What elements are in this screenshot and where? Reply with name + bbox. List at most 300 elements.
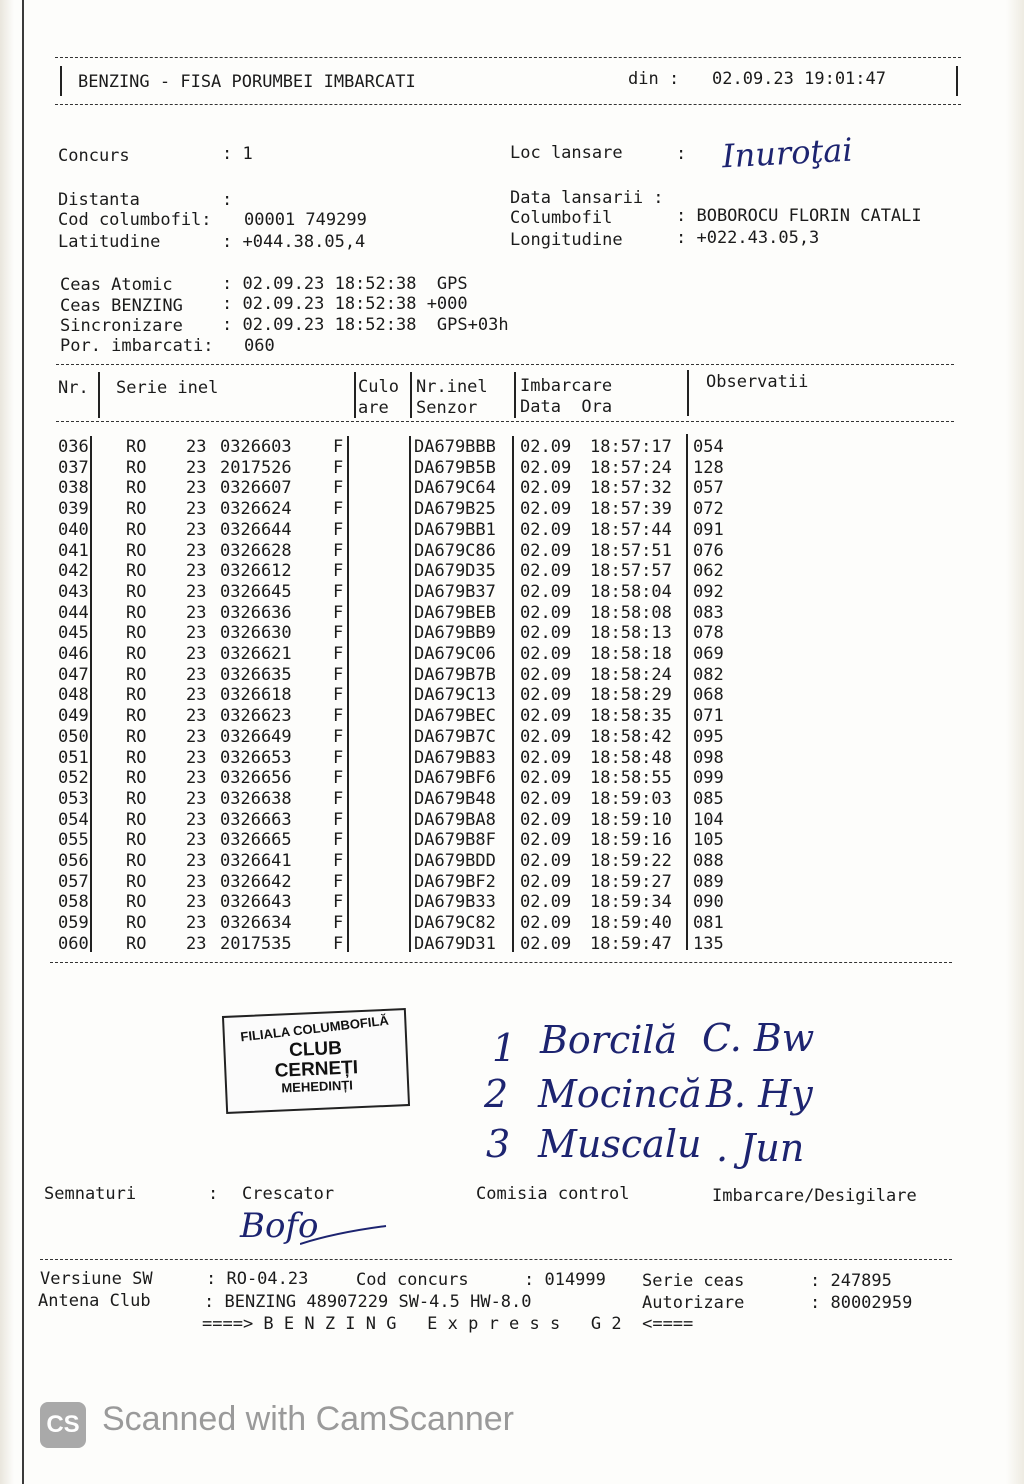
cell-yr: 23 bbox=[186, 685, 207, 706]
cell-ring: 0326634 bbox=[220, 913, 292, 934]
semnaturi-sep: : bbox=[208, 1184, 219, 1204]
imbarcare-desigilare-label: Imbarcare/Desigilare bbox=[712, 1186, 917, 1206]
cell-nr: 045 bbox=[58, 623, 89, 644]
cell-senzor: DA679BA8 bbox=[414, 809, 496, 830]
cell-sex: F bbox=[333, 809, 344, 830]
cell-date: 02.09 bbox=[520, 540, 572, 561]
cell-date: 02.09 bbox=[520, 726, 572, 747]
cell-ctry: RO bbox=[126, 830, 147, 851]
table-row bbox=[0, 789, 1024, 809]
cell-senzor: DA679BF6 bbox=[414, 768, 496, 789]
header-din-label: din : bbox=[628, 69, 680, 89]
cell-yr: 23 bbox=[186, 623, 207, 644]
cell-yr: 23 bbox=[186, 788, 207, 809]
cell-ring: 0326635 bbox=[220, 664, 292, 685]
col-senzor-header: Senzor bbox=[416, 398, 478, 418]
cod-concurs-value: : 014999 bbox=[524, 1270, 606, 1290]
camscanner-logo: CS bbox=[40, 1402, 86, 1448]
cell-time: 18:59:22 bbox=[590, 851, 672, 871]
cell-ctry: RO bbox=[126, 871, 147, 892]
table-row bbox=[0, 458, 1024, 478]
cell-ring: 0326612 bbox=[220, 561, 292, 582]
col-sep-serie-header bbox=[354, 372, 356, 418]
cell-ring: 0326643 bbox=[220, 892, 292, 913]
cell-obs: 105 bbox=[693, 830, 724, 851]
cell-nr: 057 bbox=[58, 871, 89, 892]
cell-yr: 23 bbox=[186, 871, 207, 892]
table-row bbox=[0, 561, 1024, 581]
cell-sex: F bbox=[333, 851, 344, 871]
cell-nr: 043 bbox=[58, 581, 89, 602]
club-stamp bbox=[222, 1008, 410, 1114]
cell-ctry: RO bbox=[126, 747, 147, 768]
cell-obs: 062 bbox=[693, 561, 724, 582]
ceas-benzing-value: : 02.09.23 18:52:38 +000 bbox=[222, 294, 468, 314]
cell-ctry: RO bbox=[126, 685, 147, 706]
cell-ctry: RO bbox=[126, 933, 147, 954]
cell-yr: 23 bbox=[186, 747, 207, 768]
table-row bbox=[0, 830, 1024, 850]
cell-obs: 104 bbox=[693, 809, 724, 830]
cell-sex: F bbox=[333, 871, 344, 892]
table-row bbox=[0, 810, 1024, 830]
commission-2-number: 2 bbox=[484, 1072, 509, 1116]
cell-ring: 0326636 bbox=[220, 602, 292, 623]
cell-obs: 082 bbox=[693, 664, 724, 685]
cell-senzor: DA679B8F bbox=[414, 830, 496, 851]
col-nr-header: Nr. bbox=[58, 378, 89, 398]
autorizare-label: Autorizare bbox=[642, 1293, 745, 1313]
table-row bbox=[0, 499, 1024, 519]
comisia-label: Comisia control bbox=[476, 1184, 630, 1204]
versiune-sw-label: Versiune SW bbox=[40, 1269, 153, 1289]
concurs-value: : 1 bbox=[222, 144, 253, 164]
cell-yr: 23 bbox=[186, 437, 207, 457]
versiune-sw-value: : RO-04.23 bbox=[206, 1269, 309, 1289]
cell-date: 02.09 bbox=[520, 685, 572, 706]
cell-date: 02.09 bbox=[520, 747, 572, 768]
table-row bbox=[0, 478, 1024, 498]
cell-date: 02.09 bbox=[520, 623, 572, 644]
cell-ctry: RO bbox=[126, 581, 147, 602]
cell-ring: 0326618 bbox=[220, 685, 292, 706]
cell-ctry: RO bbox=[126, 519, 147, 540]
crescator-signature-stroke bbox=[300, 1222, 390, 1252]
cell-senzor: DA679BB9 bbox=[414, 623, 496, 644]
cell-sex: F bbox=[333, 623, 344, 644]
cell-obs: 088 bbox=[693, 851, 724, 871]
cell-ring: 0326649 bbox=[220, 726, 292, 747]
cell-yr: 23 bbox=[186, 830, 207, 851]
cell-sex: F bbox=[333, 437, 344, 457]
cell-ring: 0326621 bbox=[220, 644, 292, 664]
cod-columbofil-label: Cod columbofil: bbox=[58, 210, 212, 230]
cell-ctry: RO bbox=[126, 644, 147, 664]
ceas-benzing-label: Ceas BENZING bbox=[60, 296, 183, 316]
cell-ctry: RO bbox=[126, 602, 147, 623]
cell-nr: 046 bbox=[58, 644, 89, 664]
cell-sex: F bbox=[333, 561, 344, 582]
cell-nr: 056 bbox=[58, 851, 89, 871]
table-header-bottom-border bbox=[56, 421, 954, 422]
cell-ring: 0326642 bbox=[220, 871, 292, 892]
cell-senzor: DA679B25 bbox=[414, 499, 496, 520]
cell-time: 18:58:24 bbox=[590, 664, 672, 685]
cell-yr: 23 bbox=[186, 602, 207, 623]
sincronizare-value: : 02.09.23 18:52:38 GPS+03h bbox=[222, 315, 509, 335]
cell-sex: F bbox=[333, 747, 344, 768]
antena-club-label: Antena Club bbox=[38, 1291, 151, 1311]
commission-2-signature: B. Hy bbox=[706, 1072, 813, 1116]
cell-nr: 038 bbox=[58, 478, 89, 499]
cell-ctry: RO bbox=[126, 499, 147, 520]
cell-nr: 054 bbox=[58, 809, 89, 830]
antena-club-value: : BENZING 48907229 SW-4.5 HW-8.0 bbox=[204, 1292, 532, 1312]
cell-nr: 037 bbox=[58, 457, 89, 478]
header-top-border bbox=[55, 57, 961, 58]
cell-sex: F bbox=[333, 933, 344, 954]
header-bottom-border bbox=[55, 104, 961, 105]
cell-ring: 0326641 bbox=[220, 851, 292, 871]
cell-sex: F bbox=[333, 726, 344, 747]
cell-time: 18:59:40 bbox=[590, 913, 672, 934]
cell-obs: 071 bbox=[693, 706, 724, 727]
cell-sex: F bbox=[333, 499, 344, 520]
cell-sex: F bbox=[333, 519, 344, 540]
columbofil-value: : BOBOROCU FLORIN CATALI bbox=[676, 206, 922, 226]
cell-date: 02.09 bbox=[520, 478, 572, 499]
cell-date: 02.09 bbox=[520, 437, 572, 457]
cell-yr: 23 bbox=[186, 664, 207, 685]
cell-yr: 23 bbox=[186, 851, 207, 871]
cell-yr: 23 bbox=[186, 706, 207, 727]
por-imbarcati-label: Por. imbarcati: bbox=[60, 336, 214, 356]
stamp-line-2: CLUB bbox=[288, 1037, 343, 1061]
cell-sex: F bbox=[333, 768, 344, 789]
cell-sex: F bbox=[333, 540, 344, 561]
cell-date: 02.09 bbox=[520, 913, 572, 934]
table-row bbox=[0, 851, 1024, 871]
table-row bbox=[0, 706, 1024, 726]
cell-ctry: RO bbox=[126, 478, 147, 499]
sincronizare-label: Sincronizare bbox=[60, 316, 183, 336]
commission-3-number: 3 bbox=[486, 1122, 511, 1166]
serie-ceas-label: Serie ceas bbox=[642, 1271, 745, 1291]
cell-senzor: DA679B83 bbox=[414, 747, 496, 768]
cell-time: 18:59:34 bbox=[590, 892, 672, 913]
ceas-atomic-value: : 02.09.23 18:52:38 GPS bbox=[222, 274, 468, 294]
cell-ring: 0326623 bbox=[220, 706, 292, 727]
cell-senzor: DA679BF2 bbox=[414, 871, 496, 892]
cell-sex: F bbox=[333, 457, 344, 478]
cell-nr: 052 bbox=[58, 768, 89, 789]
loc-lansare-label: Loc lansare bbox=[510, 143, 623, 163]
cell-obs: 054 bbox=[693, 437, 724, 457]
cell-ctry: RO bbox=[126, 768, 147, 789]
cell-obs: 057 bbox=[693, 478, 724, 499]
cell-yr: 23 bbox=[186, 457, 207, 478]
cell-ring: 0326603 bbox=[220, 437, 292, 457]
table-row bbox=[0, 520, 1024, 540]
col-culo-header: Culo bbox=[358, 377, 399, 397]
cell-ctry: RO bbox=[126, 913, 147, 934]
cell-ring: 0326624 bbox=[220, 499, 292, 520]
cell-time: 18:58:18 bbox=[590, 644, 672, 664]
table-row bbox=[0, 872, 1024, 892]
cell-nr: 039 bbox=[58, 499, 89, 520]
cell-date: 02.09 bbox=[520, 519, 572, 540]
cell-ring: 0326663 bbox=[220, 809, 292, 830]
header-left-border bbox=[60, 66, 62, 96]
cell-ring: 0326656 bbox=[220, 768, 292, 789]
cell-date: 02.09 bbox=[520, 457, 572, 478]
cell-nr: 053 bbox=[58, 788, 89, 809]
concurs-label: Concurs bbox=[58, 146, 130, 166]
cell-obs: 068 bbox=[693, 685, 724, 706]
cell-ring: 0326638 bbox=[220, 788, 292, 809]
cell-yr: 23 bbox=[186, 644, 207, 664]
cell-senzor: DA679B48 bbox=[414, 788, 496, 809]
col-imbarcare-header: Imbarcare bbox=[520, 376, 613, 396]
cell-ctry: RO bbox=[126, 706, 147, 727]
cell-time: 18:57:39 bbox=[590, 499, 672, 520]
crescator-label: Crescator bbox=[242, 1184, 335, 1204]
table-top-border bbox=[56, 364, 954, 365]
cell-yr: 23 bbox=[186, 499, 207, 520]
cell-senzor: DA679D31 bbox=[414, 933, 496, 954]
cell-time: 18:58:08 bbox=[590, 602, 672, 623]
cell-senzor: DA679BB1 bbox=[414, 519, 496, 540]
cell-time: 18:59:03 bbox=[590, 788, 672, 809]
serie-ceas-value: : 247895 bbox=[810, 1271, 892, 1291]
cell-yr: 23 bbox=[186, 892, 207, 913]
cell-sex: F bbox=[333, 644, 344, 664]
cell-senzor: DA679BBB bbox=[414, 437, 496, 457]
cell-ring: 0326628 bbox=[220, 540, 292, 561]
header-din-value: 02.09.23 19:01:47 bbox=[712, 69, 886, 89]
cell-ring: 0326607 bbox=[220, 478, 292, 499]
semnaturi-label: Semnaturi bbox=[44, 1184, 137, 1204]
cell-yr: 23 bbox=[186, 933, 207, 954]
cell-time: 18:58:04 bbox=[590, 581, 672, 602]
cell-sex: F bbox=[333, 788, 344, 809]
cell-date: 02.09 bbox=[520, 892, 572, 913]
table-row bbox=[0, 541, 1024, 561]
table-row bbox=[0, 623, 1024, 643]
cell-senzor: DA679B33 bbox=[414, 892, 496, 913]
cell-time: 18:58:35 bbox=[590, 706, 672, 727]
cell-obs: 090 bbox=[693, 892, 724, 913]
cell-obs: 083 bbox=[693, 602, 724, 623]
cell-time: 18:57:32 bbox=[590, 478, 672, 499]
por-imbarcati-value: 060 bbox=[244, 336, 275, 356]
commission-1-name: Borcilă bbox=[540, 1018, 678, 1062]
cell-yr: 23 bbox=[186, 478, 207, 499]
col-sep-nr-header bbox=[98, 372, 100, 418]
cell-date: 02.09 bbox=[520, 788, 572, 809]
col-data-ora-header: Data Ora bbox=[520, 397, 613, 417]
cell-sex: F bbox=[333, 581, 344, 602]
cell-nr: 041 bbox=[58, 540, 89, 561]
cod-concurs-label: Cod concurs bbox=[356, 1270, 469, 1290]
table-row bbox=[0, 892, 1024, 912]
cell-sex: F bbox=[333, 913, 344, 934]
cell-nr: 049 bbox=[58, 706, 89, 727]
cell-yr: 23 bbox=[186, 809, 207, 830]
cell-date: 02.09 bbox=[520, 602, 572, 623]
table-row bbox=[0, 913, 1024, 933]
cell-ctry: RO bbox=[126, 540, 147, 561]
table-bottom-border bbox=[50, 962, 952, 963]
latitudine-label: Latitudine bbox=[58, 232, 161, 252]
cell-date: 02.09 bbox=[520, 561, 572, 582]
cell-nr: 058 bbox=[58, 892, 89, 913]
table-row bbox=[0, 582, 1024, 602]
cell-date: 02.09 bbox=[520, 830, 572, 851]
cell-time: 18:58:29 bbox=[590, 685, 672, 706]
cell-date: 02.09 bbox=[520, 706, 572, 727]
table-row bbox=[0, 768, 1024, 788]
loc-lansare-handwritten: Inuroţai bbox=[721, 130, 854, 176]
col-observatii-header: Observatii bbox=[706, 372, 809, 392]
cell-sex: F bbox=[333, 892, 344, 913]
col-are-header: are bbox=[358, 398, 389, 418]
cell-senzor: DA679C13 bbox=[414, 685, 496, 706]
cell-ring: 0326665 bbox=[220, 830, 292, 851]
stamp-line-4: MEHEDINȚI bbox=[281, 1076, 354, 1096]
cell-yr: 23 bbox=[186, 913, 207, 934]
cell-time: 18:57:17 bbox=[590, 437, 672, 457]
cell-date: 02.09 bbox=[520, 933, 572, 954]
crescator-signature: Bofo bbox=[240, 1206, 319, 1246]
cell-obs: 092 bbox=[693, 581, 724, 602]
col-serie-header: Serie inel bbox=[116, 378, 219, 398]
col-sep-imbarcare-header bbox=[687, 370, 689, 416]
cell-ctry: RO bbox=[126, 457, 147, 478]
cell-yr: 23 bbox=[186, 726, 207, 747]
camscanner-text: Scanned with CamScanner bbox=[102, 1400, 515, 1438]
cell-nr: 044 bbox=[58, 602, 89, 623]
cell-date: 02.09 bbox=[520, 871, 572, 892]
cell-ctry: RO bbox=[126, 664, 147, 685]
cell-obs: 089 bbox=[693, 871, 724, 892]
cell-sex: F bbox=[333, 685, 344, 706]
cell-time: 18:58:55 bbox=[590, 768, 672, 789]
cell-obs: 095 bbox=[693, 726, 724, 747]
table-row bbox=[0, 748, 1024, 768]
cell-senzor: DA679D35 bbox=[414, 561, 496, 582]
data-lansarii-label: Data lansarii : bbox=[510, 188, 664, 208]
cell-senzor: DA679C06 bbox=[414, 644, 496, 664]
cell-obs: 128 bbox=[693, 457, 724, 478]
cell-date: 02.09 bbox=[520, 768, 572, 789]
header-title: BENZING - FISA PORUMBEI IMBARCATI bbox=[78, 72, 416, 92]
cell-obs: 081 bbox=[693, 913, 724, 934]
cell-time: 18:59:10 bbox=[590, 809, 672, 830]
cell-obs: 069 bbox=[693, 644, 724, 664]
cell-senzor: DA679C64 bbox=[414, 478, 496, 499]
cell-sex: F bbox=[333, 706, 344, 727]
longitudine-value: : +022.43.05,3 bbox=[676, 228, 820, 248]
cell-senzor: DA679B37 bbox=[414, 581, 496, 602]
cell-ring: 2017535 bbox=[220, 933, 292, 954]
distanta-value: : bbox=[222, 190, 233, 210]
cell-date: 02.09 bbox=[520, 581, 572, 602]
commission-3-name: Muscalu bbox=[538, 1122, 702, 1166]
cell-ctry: RO bbox=[126, 623, 147, 644]
cell-time: 18:57:51 bbox=[590, 540, 672, 561]
cell-nr: 050 bbox=[58, 726, 89, 747]
cell-date: 02.09 bbox=[520, 644, 572, 664]
cell-sex: F bbox=[333, 602, 344, 623]
cell-ring: 0326645 bbox=[220, 581, 292, 602]
cell-yr: 23 bbox=[186, 540, 207, 561]
cell-time: 18:58:13 bbox=[590, 623, 672, 644]
loc-lansare-sep: : bbox=[676, 144, 687, 164]
header-right-border bbox=[956, 66, 958, 96]
cell-ctry: RO bbox=[126, 726, 147, 747]
cell-ctry: RO bbox=[126, 851, 147, 871]
table-row bbox=[0, 685, 1024, 705]
cell-ring: 0326653 bbox=[220, 747, 292, 768]
cell-obs: 091 bbox=[693, 519, 724, 540]
cell-ctry: RO bbox=[126, 788, 147, 809]
cell-date: 02.09 bbox=[520, 499, 572, 520]
cell-ring: 0326630 bbox=[220, 623, 292, 644]
ceas-atomic-label: Ceas Atomic bbox=[60, 275, 173, 295]
footer-top-border bbox=[40, 1259, 952, 1260]
cell-time: 18:59:27 bbox=[590, 871, 672, 892]
cell-ring: 2017526 bbox=[220, 457, 292, 478]
cell-obs: 098 bbox=[693, 747, 724, 768]
commission-1-number: 1 bbox=[492, 1026, 517, 1070]
commission-3-signature: . Jun bbox=[716, 1126, 805, 1170]
cell-nr: 051 bbox=[58, 747, 89, 768]
cell-time: 18:58:42 bbox=[590, 726, 672, 747]
cell-ctry: RO bbox=[126, 561, 147, 582]
table-row bbox=[0, 665, 1024, 685]
cell-obs: 072 bbox=[693, 499, 724, 520]
columbofil-label: Columbofil bbox=[510, 208, 613, 228]
col-nrinel-header: Nr.inel bbox=[416, 377, 488, 397]
cell-senzor: DA679BDD bbox=[414, 851, 496, 871]
cell-time: 18:58:48 bbox=[590, 747, 672, 768]
cell-ctry: RO bbox=[126, 437, 147, 457]
benzing-express-banner: ====> B E N Z I N G E x p r e s s G 2 <==== bbox=[202, 1314, 694, 1334]
cell-nr: 036 bbox=[58, 437, 89, 457]
cell-senzor: DA679B5B bbox=[414, 457, 496, 478]
stamp-line-3: CERNEȚI bbox=[274, 1056, 359, 1082]
autorizare-value: : 80002959 bbox=[810, 1293, 913, 1313]
longitudine-label: Longitudine bbox=[510, 230, 623, 250]
cell-yr: 23 bbox=[186, 519, 207, 540]
cell-nr: 059 bbox=[58, 913, 89, 934]
col-sep-culo-header bbox=[410, 372, 412, 418]
cell-senzor: DA679B7C bbox=[414, 726, 496, 747]
cell-ring: 0326644 bbox=[220, 519, 292, 540]
stamp-line-1: FILIALA COLUMBOFILĂ bbox=[239, 1012, 390, 1045]
cell-sex: F bbox=[333, 478, 344, 499]
cell-yr: 23 bbox=[186, 768, 207, 789]
cell-obs: 085 bbox=[693, 788, 724, 809]
table-row bbox=[0, 934, 1024, 954]
cell-time: 18:57:57 bbox=[590, 561, 672, 582]
cell-ctry: RO bbox=[126, 809, 147, 830]
cell-sex: F bbox=[333, 830, 344, 851]
commission-1-signature: C. Bw bbox=[702, 1016, 815, 1060]
table-row bbox=[0, 437, 1024, 457]
cell-date: 02.09 bbox=[520, 664, 572, 685]
